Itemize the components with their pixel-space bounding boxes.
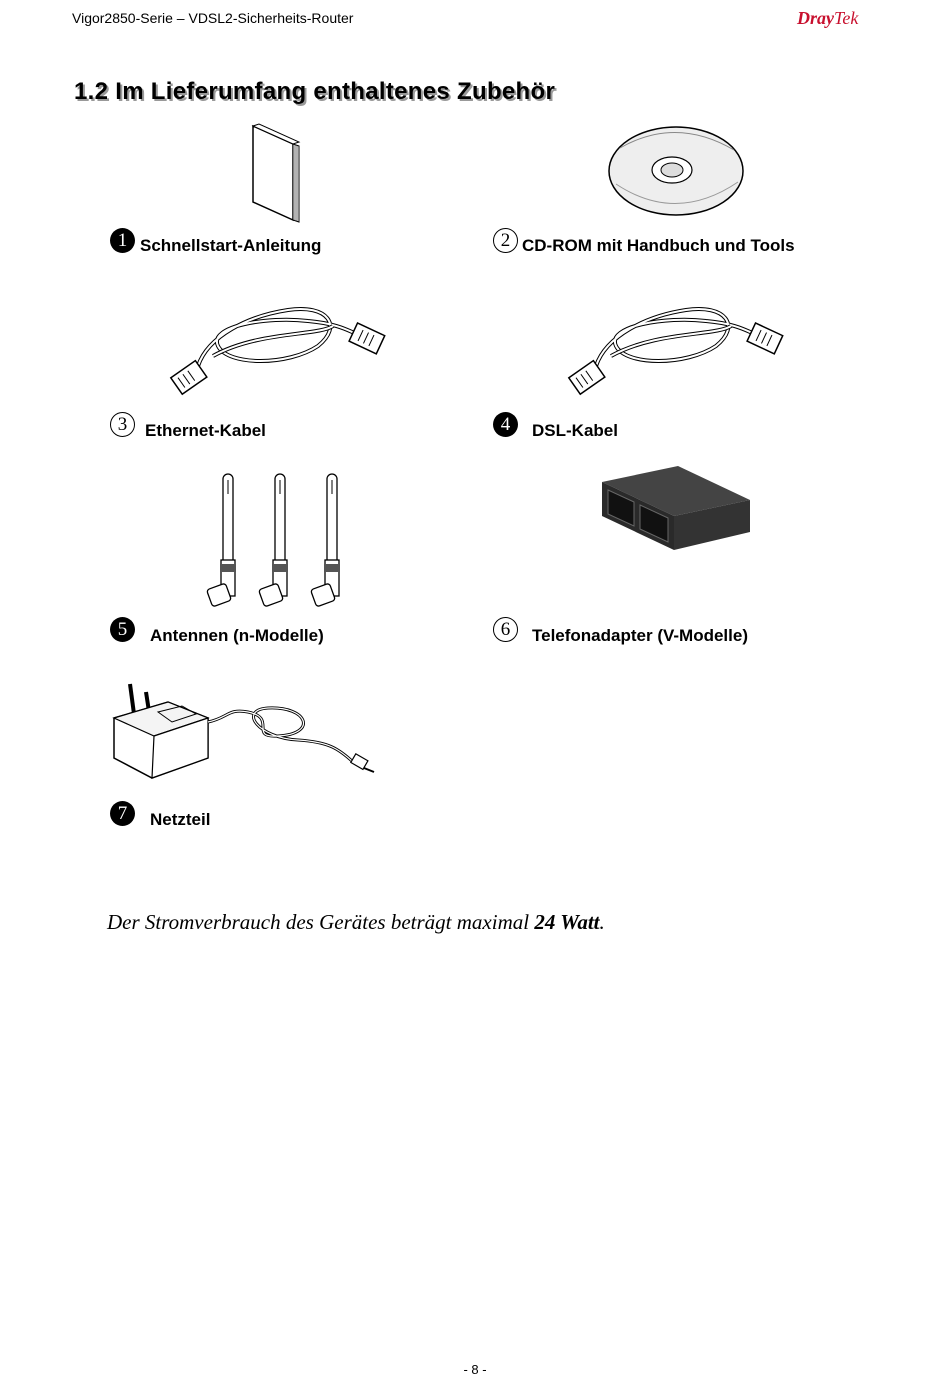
item-number-6: 6: [493, 617, 518, 642]
page-number: - 8 -: [463, 1362, 487, 1377]
item-label-4: DSL-Kabel: [532, 421, 618, 440]
logo-part2: Tek: [834, 8, 859, 28]
item-number-3: 3: [110, 412, 135, 437]
cd-icon: [606, 124, 746, 218]
power-consumption-note: [107, 910, 605, 935]
item-label-2: CD-ROM mit Handbuch und Tools: [522, 236, 795, 255]
logo-part1: Dray: [797, 8, 834, 28]
header-title: Vigor2850-Serie – VDSL2-Sicherheits-Router: [72, 10, 354, 26]
item-label-1: Schnellstart-Anleitung: [140, 236, 322, 255]
dsl-cable-icon: [566, 296, 786, 396]
item-number-5: 5: [110, 617, 135, 642]
item-number-2: 2: [493, 228, 518, 253]
ethernet-cable-icon: [168, 296, 388, 396]
power-adapter-icon: [108, 678, 383, 790]
item-label-6: Telefonadapter (V-Modelle): [532, 626, 748, 645]
item-number-1: 1: [110, 228, 135, 253]
draytek-logo: [797, 8, 858, 29]
booklet-icon: [245, 122, 307, 224]
note-end: .: [599, 910, 605, 934]
item-label-5: Antennen (n-Modelle): [150, 626, 324, 645]
section-heading: 1.2 Im Lieferumfang enthaltenes Zubehör: [74, 78, 556, 105]
note-value: 24 Watt: [534, 910, 600, 934]
item-label-7: Netzteil: [150, 810, 211, 829]
item-label-3: Ethernet-Kabel: [145, 421, 266, 440]
note-text: Der Stromverbrauch des Gerätes beträgt maximal: [107, 910, 535, 934]
item-number-4: 4: [493, 412, 518, 437]
adapter-icon: [598, 462, 753, 554]
antenna-icon: [205, 470, 355, 612]
item-number-7: 7: [110, 801, 135, 826]
